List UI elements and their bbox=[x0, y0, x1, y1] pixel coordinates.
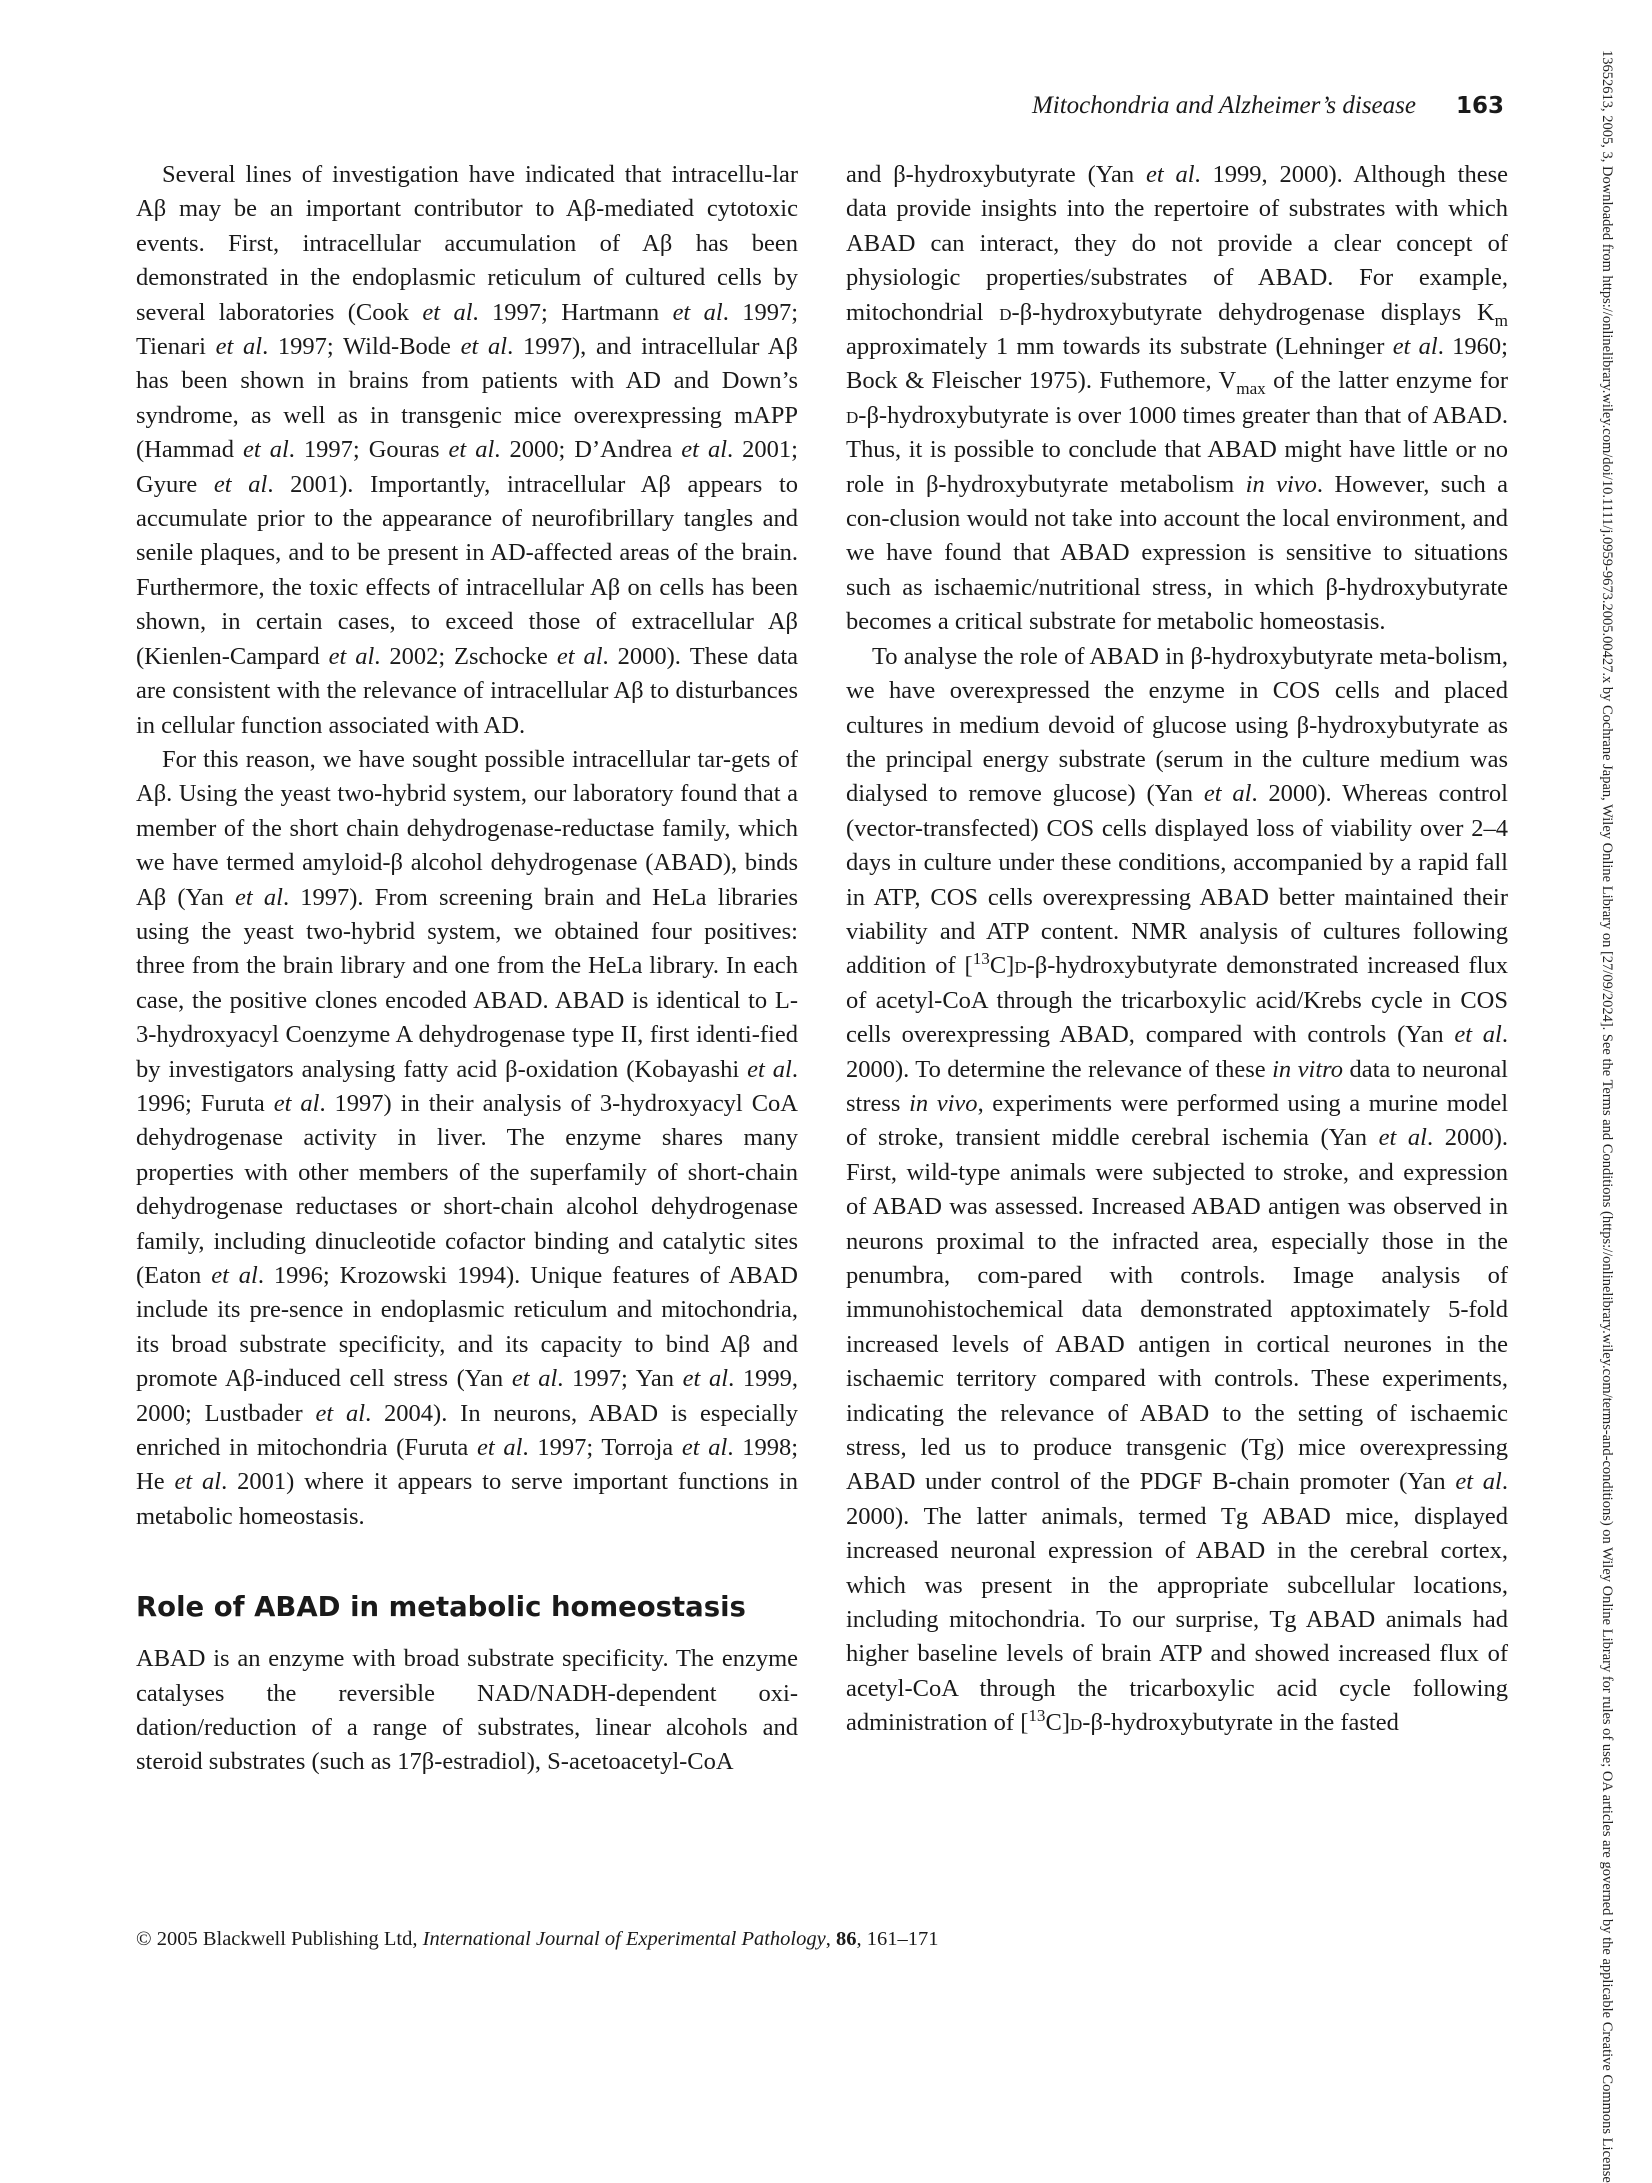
volume-number: 86 bbox=[835, 1928, 857, 1950]
paragraph: ABAD is an enzyme with broad substrate specificity. The enzyme catalyses the reversible NAD/NADH-dependent oxi-dation/reduction of a range of substrates, linear alcohols and steroid substrates (such as 17β-estradiol), S-acetoacetyl-CoA bbox=[136, 1645, 798, 1776]
left-column bbox=[136, 158, 798, 1780]
right-column bbox=[846, 158, 1508, 1741]
download-notice: 13652613, 2005, 3, Downloaded from https://onlinelibrary.wiley.com/doi/10.1111/j.0959-9673.2005.00427.x by Cochrane Japan, Wiley Online Library on [27/09/2024]. See the Terms and Conditions (https://onlinelibrary.wiley.com/terms-and-conditions) on Wiley Online Library for rules of use; OA articles are governed by the applicable Creative Commons License bbox=[1599, 50, 1615, 2183]
paragraph: For this reason, we have sought possible intracellular tar-gets of Aβ. Using the yeast two-hybrid system, our laboratory found that a member of the short chain dehydrogenase-reductase family, which we have termed amyloid-β alcohol dehydrogenase (ABAD), binds Aβ (Yan et al. 1997). From screening brain and HeLa libraries using the yeast two-hybrid system, we obtained four positives: three from the brain library and one from the HeLa library. In each case, the positive clones encoded ABAD. ABAD is identical to L-3-hydroxyacyl Coenzyme A dehydrogenase type II, first identi-fied by investigators analysing fatty acid β-oxidation (Kobayashi et al. 1996; Furuta et al. 1997) in their analysis of 3-hydroxyacyl CoA dehydrogenase activity in liver. The enzyme shares many properties with other members of the superfamily of short-chain dehydrogenase reductases or short-chain alcohol dehydrogenase family, including dinucleotide cofactor binding and catalytic sites (Eaton et al. 1996; Krozowski 1994). Unique features of ABAD include its pre-sence in endoplasmic reticulum and mitochondria, its broad substrate specificity, and its capacity to bind Aβ and promote Aβ-induced cell stress (Yan et al. 1997; Yan et al. 1999, 2000; Lustbader et al. 2004). In neurons, ABAD is especially enriched in mitochondria (Furuta et al. 1997; Torroja et al. 1998; He et al. 2001) where it appears to serve important functions in metabolic homeostasis. bbox=[136, 745, 799, 1530]
copyright-text: © 2005 Blackwell Publishing Ltd, bbox=[136, 1928, 418, 1950]
page-range: , 161–171 bbox=[856, 1928, 939, 1950]
page-number: 163 bbox=[1455, 93, 1504, 119]
page-footer bbox=[136, 1928, 938, 1951]
paragraph: To analyse the role of ABAD in β-hydroxybutyrate meta-bolism, we have overexpressed the enzyme in COS cells and placed cultures in medium devoid of glucose using β-hydroxybutyrate as the principal energy substrate (serum in the culture medium was dialysed to remove glucose) (Yan et al. 2000). Whereas control (vector-transfected) COS cells displayed loss of viability over 2–4 days in culture under these conditions, accompanied by a rapid fall in ATP, COS cells overexpressing ABAD better maintained their viability and ATP content. NMR analysis of cultures following addition of [$^{13}$C]d-β-hydroxybutyrate demonstrated increased flux of acetyl-CoA through the tricarboxylic acid/Krebs cycle in COS cells overexpressing ABAD, compared with controls (Yan et al. 2000). To determine the relevance of these in vitro data to neuronal stress in vivo, experiments were performed using a murine model of stroke, transient middle cerebral ischemia (Yan et al. 2000). First, wild-type animals were subjected to stroke, and expression of ABAD was assessed. Increased ABAD antigen was observed in neurons proximal to the infracted area, especially those in the penumbra, com-pared with controls. Image analysis of immunohistochemical data demonstrated apptoximately 5-fold increased levels of ABAD antigen in cortical neurones in the ischaemic territory compared with controls. These experiments, indicating the relevance of ABAD to the setting of ischaemic stress, led us to produce transgenic (Tg) mice overexpressing ABAD under control of the PDGF B-chain promoter (Yan et al. 2000). The latter animals, termed Tg ABAD mice, displayed increased neuronal expression of ABAD in the cerebral cortex, which was present in the appropriate subcellular locations, including mitochondria. To our surprise, Tg ABAD animals had higher baseline levels of brain ATP and showed increased flux of acetyl-CoA through the tricarboxylic acid cycle following administration of [$^{13}$C]d-β-hydroxybutyrate in the fasted bbox=[846, 642, 1508, 1737]
journal-name: International Journal of Experimental Pathology bbox=[422, 1928, 826, 1950]
separator: , bbox=[825, 1928, 836, 1950]
running-title: Mitochondria and Alzheimer’s disease bbox=[1031, 92, 1416, 119]
paragraph: and β-hydroxybutyrate (Yan et al. 1999, 2000). Although these data provide insights into the repertoire of substrates with which ABAD can interact, they do not provide a clear concept of physiologic properties/substrates of ABAD. For example, mitochondrial d-β-hydroxybutyrate dehydrogenase displays $K_m$ approximately 1 mm towards its substrate (Lehninger et al. 1960; Bock & Fleischer 1975). Futhemore, $V_{max}$ of the latter enzyme for d-β-hydroxybutyrate is over 1000 times greater than that of ABAD. Thus, it is possible to conclude that ABAD might have little or no role in β-hydroxybutyrate metabolism in vivo. However, such a con-clusion would not take into account the local environment, and we have found that ABAD expression is sensitive to situations such as ischaemic/nutritional stress, in which β-hydroxybutyrate becomes a critical substrate for metabolic homeostasis. bbox=[846, 161, 1509, 636]
running-header bbox=[1032, 92, 1504, 120]
section-heading: Role of ABAD in metabolic homeostasis bbox=[136, 1591, 746, 1624]
paragraph: Several lines of investigation have indicated that intracellu-lar Aβ may be an important contributor to Aβ-mediated cytotoxic events. First, intracellular accumulation of Aβ has been demonstrated in the endoplasmic reticulum of cultured cells by several laboratories (Cook et al. 1997; Hartmann et al. 1997; Tienari et al. 1997; Wild-Bode et al. 1997), and intracellular Aβ has been shown in brains from patients with AD and Down’s syndrome, as well as in transgenic mice overexpressing mAPP (Hammad et al. 1997; Gouras et al. 2000; D’Andrea et al. 2001; Gyure et al. 2001). Importantly, intracellular Aβ appears to accumulate prior to the appearance of neurofibrillary tangles and senile plaques, and to be present in AD-affected areas of the brain. Furthermore, the toxic effects of intracellular Aβ on cells has been shown, in certain cases, to exceed those of extracellular Aβ (Kienlen-Campard et al. 2002; Zschocke et al. 2000). These data are consistent with the relevance of intracellular Aβ to disturbances in cellular function associated with AD. bbox=[136, 161, 799, 739]
